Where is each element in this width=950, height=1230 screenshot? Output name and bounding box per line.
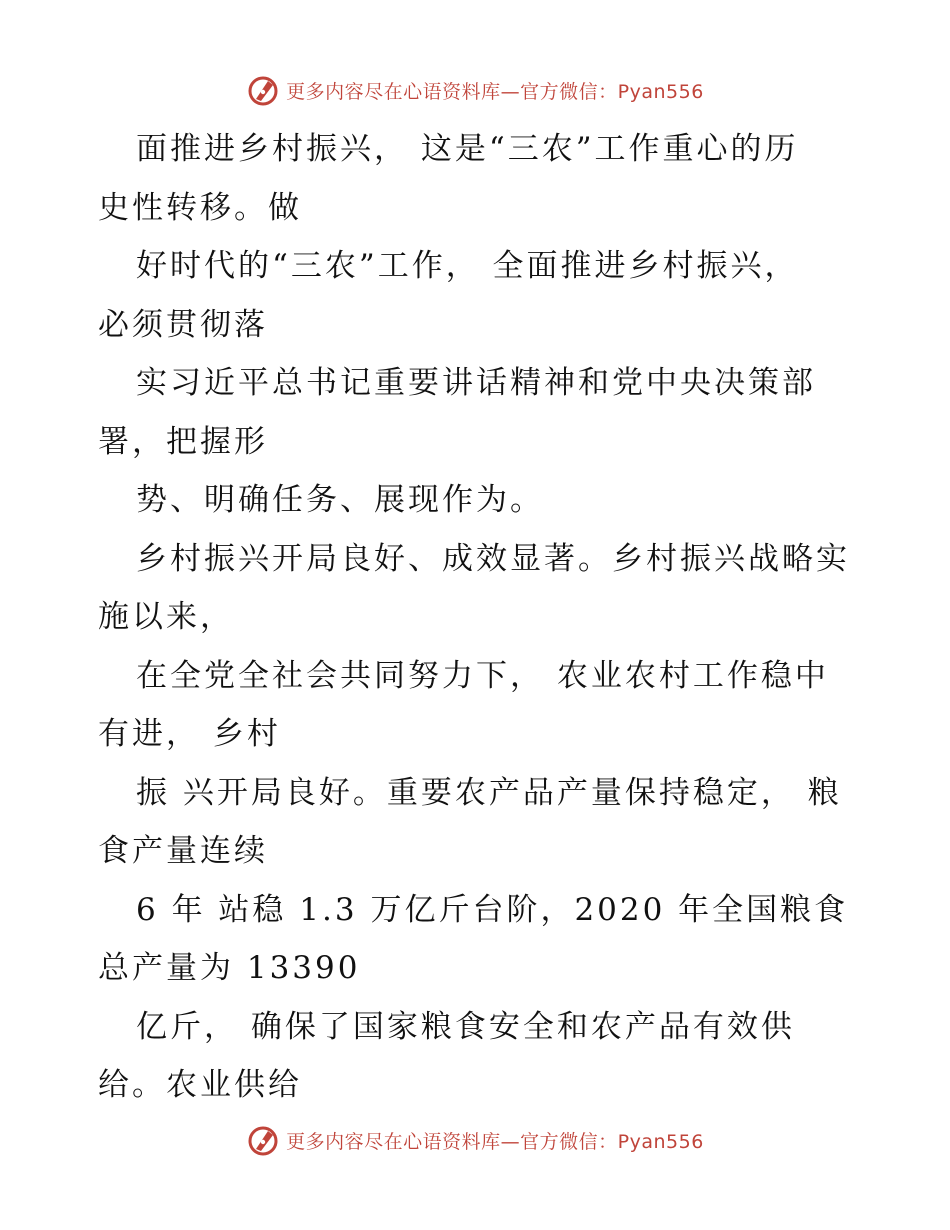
text-line: 振 兴开局良好。重要农产品产量保持稳定， 粮 (136, 774, 842, 811)
text-line: 势、明确任务、展现作为。 (136, 482, 544, 518)
footer-banner[interactable] (0, 1120, 950, 1160)
document-body (98, 120, 868, 1115)
text-line: 施以来， (98, 599, 234, 635)
text-line: 署，把握形 (98, 423, 268, 460)
pen-nib-seal-icon (246, 73, 280, 107)
text-line: 亿斤， 确保了国家粮食安全和农产品有效供 (136, 1008, 795, 1045)
pen-nib-seal-icon (246, 1123, 280, 1157)
text-line: 食产量连续 (98, 833, 268, 869)
text-line: 面推进乡村振兴， 这是“三农”工作重心的历 (136, 131, 799, 167)
text-line: 实习近平总书记重要讲话精神和党中央决策部 (136, 365, 816, 401)
text-line: 给。农业供给 (98, 1067, 302, 1103)
text-line: 史性转移。做 (98, 189, 302, 226)
text-line: 在全党全社会共同努力下， 农业农村工作稳中 (136, 657, 829, 694)
text-line: 必须贯彻落 (98, 306, 268, 343)
header-banner[interactable] (0, 70, 950, 110)
text-line: 乡村振兴开局良好、成效显著。乡村振兴战略实 (136, 540, 850, 577)
text-line: 有进， 乡村 (98, 716, 281, 752)
text-line: 总产量为 13390 (98, 950, 361, 986)
header-banner-text: 更多内容尽在心语资料库—官方微信：Pyan556 (286, 80, 704, 103)
text-line: 好时代的“三农”工作， 全面推进乡村振兴， (136, 248, 799, 284)
footer-banner-text: 更多内容尽在心语资料库—官方微信：Pyan556 (286, 1130, 704, 1153)
text-line: 6 年 站稳 1.3 万亿斤台阶，2020 年全国粮食 (136, 891, 849, 928)
